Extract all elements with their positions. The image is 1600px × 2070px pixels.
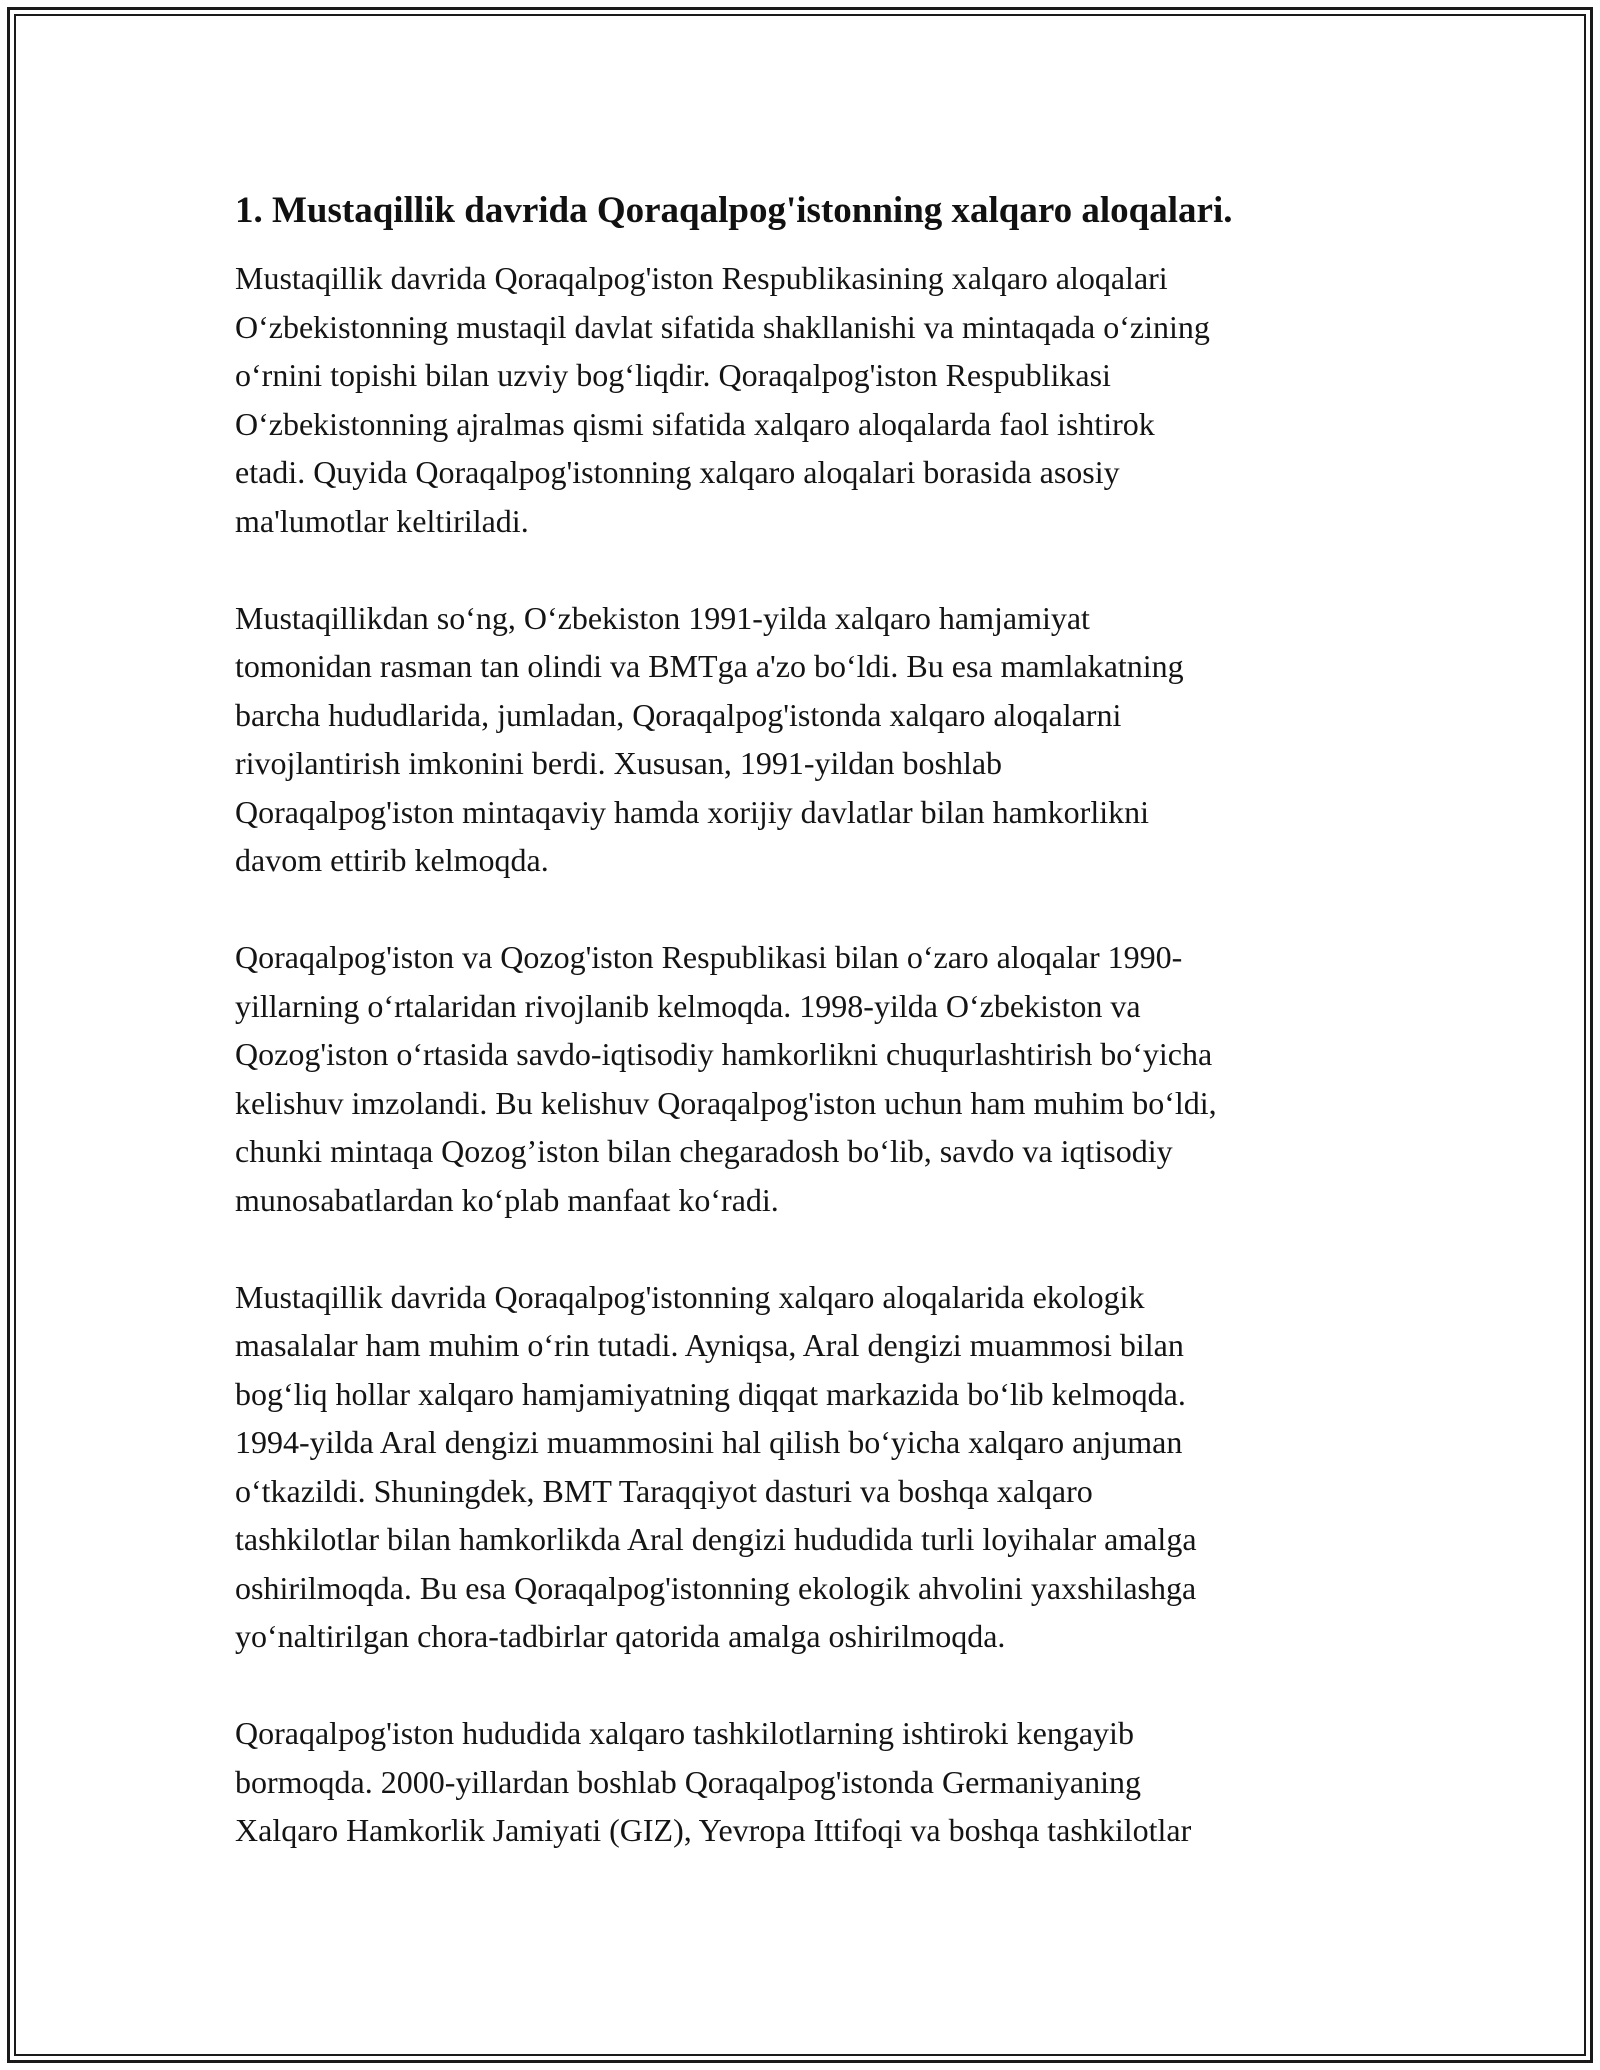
- paragraph-line: 1994-yilda Aral dengizi muammosini hal qilish bo‘yicha xalqaro anjuman: [235, 1424, 1183, 1460]
- document-body: [235, 186, 1385, 1903]
- paragraph-line: o‘tkazildi. Shuningdek, BMT Taraqqiyot dasturi va boshqa xalqaro: [235, 1472, 1093, 1509]
- paragraph-line: tomonidan rasman tan olindi va BMTga a'zo bo‘ldi. Bu esa mamlakatning: [235, 648, 1184, 684]
- paragraph-line: Qoraqalpog'iston va Qozog'iston Respublikasi bilan o‘zaro aloqalar 1990-: [235, 939, 1183, 975]
- paragraph: [235, 933, 1385, 1224]
- paragraph-line: yillarning o‘rtalaridan rivojlanib kelmoqda. 1998-yilda O‘zbekiston va: [235, 987, 1141, 1024]
- paragraph: [235, 594, 1385, 885]
- paragraph-line: kelishuv imzolandi. Bu kelishuv Qoraqalpog'iston uchun ham muhim bo‘ldi,: [235, 1084, 1217, 1121]
- paragraph-line: o‘rnini topishi bilan uzviy bog‘liqdir. Qoraqalpog'iston Respublikasi: [235, 357, 1111, 393]
- paragraph-line: O‘zbekistonning mustaqil davlat sifatida shakllanishi va mintaqada o‘zining: [235, 308, 1210, 345]
- paragraph-line: Qoraqalpog'iston hududida xalqaro tashkilotlarning ishtiroki kengayib: [235, 1715, 1134, 1751]
- paragraph-line: masalalar ham muhim o‘rin tutadi. Ayniqsa, Aral dengizi muammosi bilan: [235, 1327, 1184, 1363]
- paragraph-line: Xalqaro Hamkorlik Jamiyati (GIZ), Yevropa Ittifoqi va boshqa tashkilotlar: [235, 1812, 1192, 1848]
- paragraph-line: Qozog'iston o‘rtasida savdo-iqtisodiy hamkorlikni chuqurlashtirish bo‘yicha: [235, 1036, 1213, 1072]
- paragraph-line: bormoqda. 2000-yillardan boshlab Qoraqalpog'istonda Germaniyaning: [235, 1763, 1141, 1800]
- paragraph-line: yo‘naltirilgan chora-tadbirlar qatorida amalga oshirilmoqda.: [235, 1618, 1006, 1654]
- paragraph-line: Mustaqillikdan so‘ng, O‘zbekiston 1991-yilda xalqaro hamjamiyat: [235, 599, 1090, 636]
- paragraph-line: O‘zbekistonning ajralmas qismi sifatida xalqaro aloqalarda faol ishtirok: [235, 405, 1155, 442]
- paragraph: [235, 1709, 1385, 1855]
- paragraph-line: chunki mintaqa Qozog’iston bilan chegaradosh bo‘lib, savdo va iqtisodiy: [235, 1133, 1173, 1169]
- paragraph-line: rivojlantirish imkonini berdi. Xususan, 1991-yildan boshlab: [235, 745, 1003, 781]
- paragraph-line: davom ettirib kelmoqda.: [235, 842, 549, 878]
- paragraph-line: ma'lumotlar keltiriladi.: [235, 502, 529, 539]
- paragraph-line: Mustaqillik davrida Qoraqalpog'iston Respublikasining xalqaro aloqalari: [235, 260, 1168, 296]
- paragraph-line: bog‘liq hollar xalqaro hamjamiyatning diqqat markazida bo‘lib kelmoqda.: [235, 1375, 1186, 1412]
- paragraph-list: [235, 254, 1385, 1855]
- paragraph-line: barcha hududlarida, jumladan, Qoraqalpog'istonda xalqaro aloqalarni: [235, 696, 1122, 733]
- paragraph-line: tashkilotlar bilan hamkorlikda Aral dengizi hududida turli loyihalar amalga: [235, 1521, 1197, 1557]
- paragraph-line: Mustaqillik davrida Qoraqalpog'istonning xalqaro aloqalarida ekologik: [235, 1278, 1145, 1315]
- paragraph: [235, 254, 1385, 545]
- paragraph: [235, 1273, 1385, 1661]
- document-title: 1. Mustaqillik davrida Qoraqalpog'istonning xalqaro aloqalari.: [235, 190, 1233, 231]
- paragraph-line: munosabatlardan ko‘plab manfaat ko‘radi.: [235, 1181, 779, 1218]
- paragraph-line: oshirilmoqda. Bu esa Qoraqalpog'istonning ekologik ahvolini yaxshilashga: [235, 1569, 1197, 1606]
- paragraph-line: etadi. Quyida Qoraqalpog'istonning xalqaro aloqalari borasida asosiy: [235, 454, 1120, 490]
- paragraph-line: Qoraqalpog'iston mintaqaviy hamda xorijiy davlatlar bilan hamkorlikni: [235, 793, 1149, 830]
